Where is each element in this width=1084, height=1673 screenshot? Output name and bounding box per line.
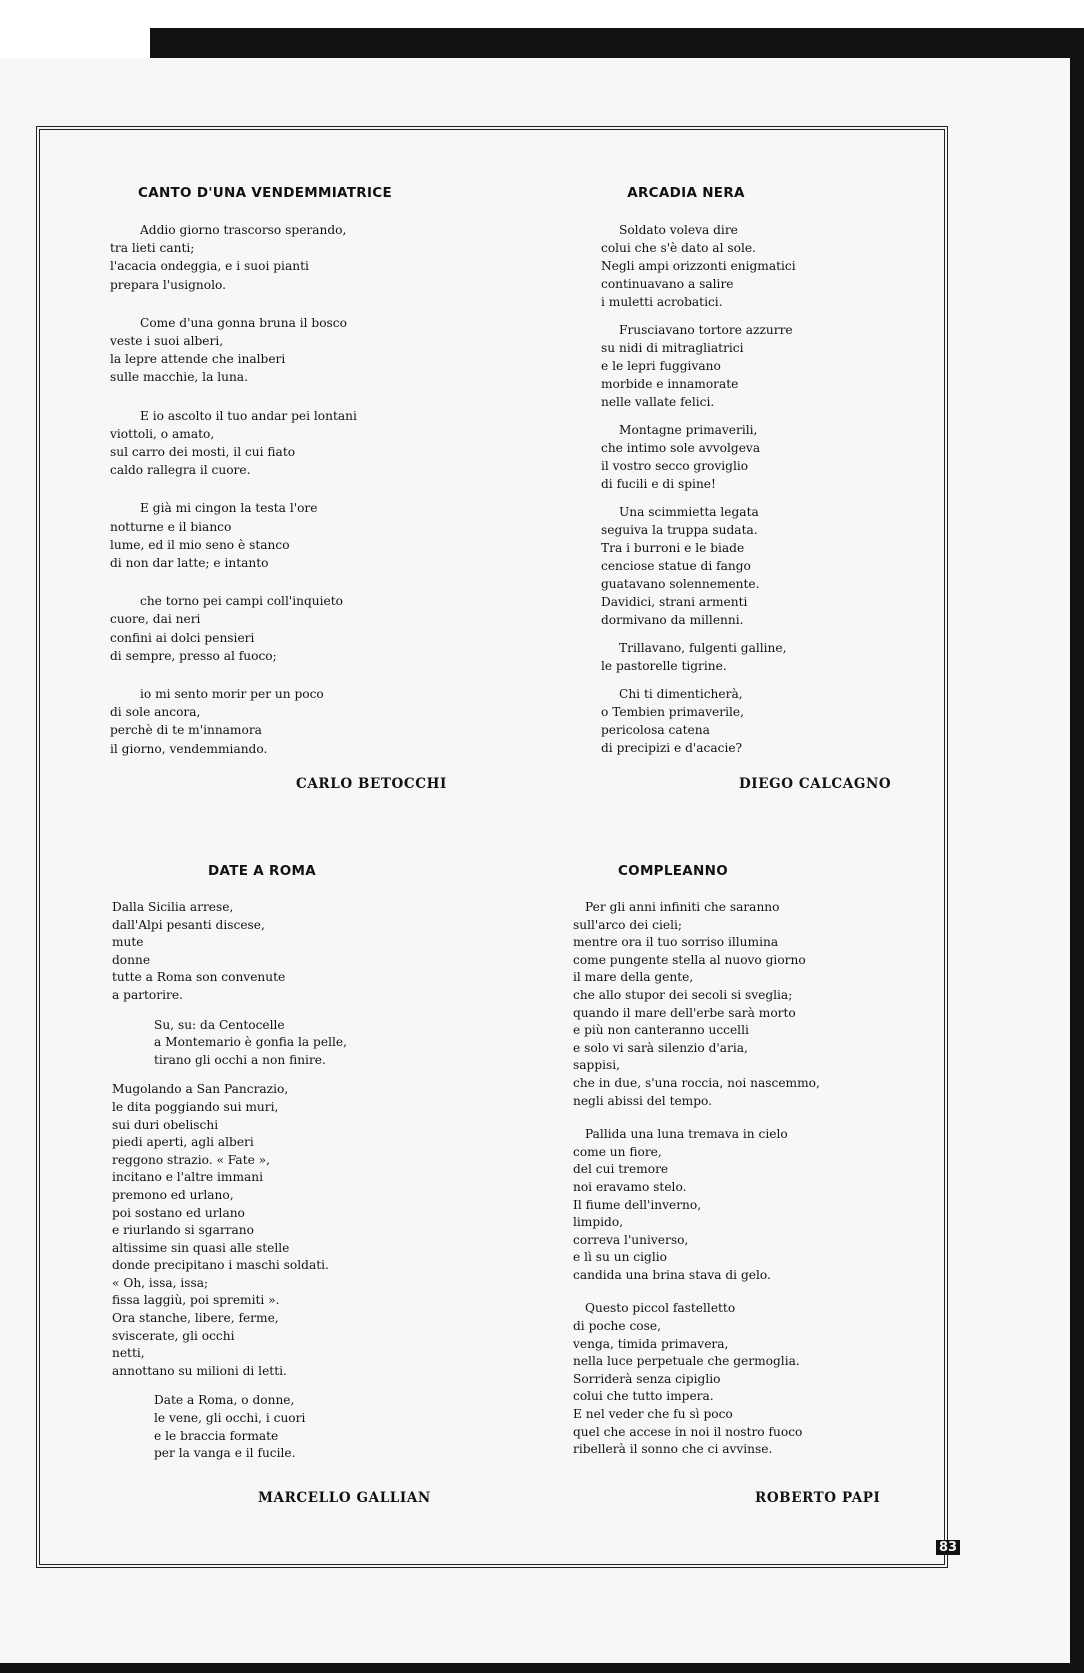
verse-line: lume, ed il mio seno è stanco bbox=[110, 537, 290, 552]
stanza bbox=[110, 314, 440, 387]
stanza bbox=[601, 321, 931, 411]
poem-author: MARCELLO GALLIAN bbox=[258, 1490, 431, 1506]
verse-line: seguiva la truppa sudata. bbox=[601, 523, 758, 537]
stanza bbox=[601, 639, 931, 675]
verse-line: reggono strazio. « Fate », bbox=[112, 1152, 271, 1167]
verse-line: incitano e l'altre immani bbox=[112, 1170, 264, 1185]
verse-line: pericolosa catena bbox=[601, 723, 710, 737]
poem-title: ARCADIA NERA bbox=[627, 185, 745, 201]
stanza bbox=[112, 1081, 452, 1380]
verse-line: di precipizi e d'acacie? bbox=[601, 741, 743, 755]
stanza bbox=[112, 899, 452, 1005]
verse-line: sviscerate, gli occhi bbox=[112, 1328, 235, 1343]
verse-line: viottoli, o amato, bbox=[110, 426, 215, 441]
verse-line: Su, su: da Centocelle bbox=[154, 1017, 285, 1032]
verse-line: le dita poggiando sui muri, bbox=[112, 1099, 279, 1114]
page-number: 83 bbox=[936, 1540, 960, 1555]
verse-line: candida una brina stava di gelo. bbox=[573, 1267, 771, 1282]
verse-line: piedi aperti, agli alberi bbox=[112, 1135, 254, 1150]
poem-author: DIEGO CALCAGNO bbox=[739, 776, 892, 792]
verse-line: e solo vi sarà silenzio d'aria, bbox=[573, 1040, 748, 1055]
poem-author: ROBERTO PAPI bbox=[755, 1490, 881, 1506]
scan-top-margin bbox=[0, 0, 1084, 30]
verse-line: Davidici, strani armenti bbox=[601, 595, 748, 609]
stanza bbox=[110, 592, 440, 665]
verse-line: Una scimmietta legata bbox=[619, 505, 759, 519]
verse-line: continuavano a salire bbox=[601, 277, 734, 291]
verse-line: su nidi di mitragliatrici bbox=[601, 341, 744, 355]
scan-bottom-edge bbox=[0, 1663, 1084, 1673]
verse-line: noi eravamo stelo. bbox=[573, 1179, 687, 1194]
poem bbox=[573, 863, 923, 1459]
verse-line: io mi sento morir per un poco bbox=[140, 687, 324, 702]
verse-line: veste i suoi alberi, bbox=[110, 334, 224, 349]
verse-line: mentre ora il tuo sorriso illumina bbox=[573, 935, 779, 950]
verse-line: quando il mare dell'erbe sarà morto bbox=[573, 1005, 796, 1020]
verse-line: e le lepri fuggivano bbox=[601, 359, 721, 373]
verse-line: annottano su milioni di letti. bbox=[112, 1363, 287, 1378]
verse-line: di poche cose, bbox=[573, 1319, 661, 1334]
stanza bbox=[601, 421, 931, 493]
verse-line: che intimo sole avvolgeva bbox=[601, 441, 761, 455]
verse-line: limpido, bbox=[573, 1215, 624, 1230]
poem-title: DATE A ROMA bbox=[208, 863, 316, 879]
verse-line: morbide e innamorate bbox=[601, 377, 739, 391]
verse-line: dall'Alpi pesanti discese, bbox=[112, 917, 265, 932]
verse-line: del cui tremore bbox=[573, 1162, 669, 1177]
verse-line: confini ai dolci pensieri bbox=[110, 630, 255, 645]
verse-line: che torno pei campi coll'inquieto bbox=[140, 594, 343, 609]
verse-line: quel che accese in noi il nostro fuoco bbox=[573, 1424, 803, 1439]
verse-line: ribellerà il sonno che ci avvinse. bbox=[573, 1442, 773, 1457]
verse-line: Addio giorno trascorso sperando, bbox=[140, 223, 347, 237]
verse-line: e più non canteranno uccelli bbox=[573, 1023, 749, 1038]
verse-line: o Tembien primaverile, bbox=[601, 705, 744, 719]
verse-line: sul carro dei mosti, il cui fiato bbox=[110, 445, 296, 460]
verse-line: Dalla Sicilia arrese, bbox=[112, 900, 234, 914]
verse-line: perchè di te m'innamora bbox=[110, 723, 262, 738]
stanza bbox=[110, 221, 440, 294]
verse-line: guatavano solennemente. bbox=[601, 577, 760, 591]
verse-line: « Oh, issa, issa; bbox=[112, 1275, 209, 1290]
verse-line: caldo rallegra il cuore. bbox=[110, 463, 251, 478]
verse-line: Montagne primaverili, bbox=[619, 423, 758, 437]
verse-line: e riurlando si sgarrano bbox=[112, 1223, 254, 1238]
verse-line: nella luce perpetuale che germoglia. bbox=[573, 1354, 800, 1369]
verse-line: come pungente stella al nuovo giorno bbox=[573, 952, 806, 967]
poem bbox=[112, 863, 452, 1463]
verse-line: di sole ancora, bbox=[110, 705, 201, 720]
verse-line: Tra i burroni e le biade bbox=[601, 541, 745, 555]
verse-line: Pallida una luna tremava in cielo bbox=[585, 1127, 788, 1142]
verse-line: a partorire. bbox=[112, 987, 183, 1002]
verse-line: sappisi, bbox=[573, 1058, 621, 1073]
verse-line: donde precipitano i maschi soldati. bbox=[112, 1258, 329, 1273]
verse-line: premono ed urlano, bbox=[112, 1187, 234, 1202]
verse-line: donne bbox=[112, 952, 151, 967]
verse-line: sull'arco dei cieli; bbox=[573, 917, 683, 932]
poem-body bbox=[112, 899, 452, 1463]
verse-line: a Montemario è gonfia la pelle, bbox=[154, 1035, 347, 1050]
verse-line: Come d'una gonna bruna il bosco bbox=[140, 315, 347, 330]
verse-line: colui che s'è dato al sole. bbox=[601, 241, 756, 255]
stanza bbox=[110, 407, 440, 480]
verse-line: le vene, gli occhi, i cuori bbox=[154, 1411, 306, 1426]
verse-line: le pastorelle tigrine. bbox=[601, 659, 727, 673]
stanza bbox=[573, 899, 923, 1110]
verse-line: Negli ampi orizzonti enigmatici bbox=[601, 259, 796, 273]
verse-line: notturne e il bianco bbox=[110, 519, 232, 534]
verse-line: Frusciavano tortore azzurre bbox=[619, 323, 793, 337]
stanza bbox=[573, 1126, 923, 1284]
verse-line: correva l'universo, bbox=[573, 1232, 689, 1247]
stanza bbox=[110, 499, 440, 572]
verse-line: l'acacia ondeggia, e i suoi pianti bbox=[110, 259, 309, 274]
poem-author: CARLO BETOCCHI bbox=[296, 776, 447, 792]
verse-line: di sempre, presso al fuoco; bbox=[110, 648, 277, 663]
stanza bbox=[601, 685, 931, 757]
verse-line: nelle vallate felici. bbox=[601, 395, 715, 409]
poem bbox=[601, 185, 931, 757]
verse-line: Per gli anni infiniti che saranno bbox=[585, 900, 780, 914]
verse-line: Sorriderà senza cipiglio bbox=[573, 1371, 721, 1386]
verse-line: altissime sin quasi alle stelle bbox=[112, 1240, 290, 1255]
verse-line: il giorno, vendemmiando. bbox=[110, 741, 268, 756]
verse-line: la lepre attende che inalberi bbox=[110, 352, 286, 367]
verse-line: Mugolando a San Pancrazio, bbox=[112, 1082, 289, 1097]
verse-line: E io ascolto il tuo andar pei lontani bbox=[140, 408, 357, 423]
verse-line: sui duri obelischi bbox=[112, 1117, 219, 1132]
poem-body bbox=[601, 221, 931, 757]
verse-line: tra lieti canti; bbox=[110, 241, 195, 256]
poem-title: COMPLEANNO bbox=[617, 863, 729, 879]
verse-line: tutte a Roma son convenute bbox=[112, 970, 286, 985]
verse-line: di non dar latte; e intanto bbox=[110, 556, 269, 571]
stanza bbox=[601, 221, 931, 311]
verse-line: poi sostano ed urlano bbox=[112, 1205, 245, 1220]
verse-line: e lì su un ciglio bbox=[573, 1250, 667, 1265]
verse-line: di fucili e di spine! bbox=[601, 477, 716, 491]
scan-right-edge bbox=[1070, 28, 1084, 1673]
verse-line: dormivano da millenni. bbox=[601, 613, 744, 627]
verse-line: mute bbox=[112, 935, 144, 950]
verse-line: come un fiore, bbox=[573, 1144, 662, 1159]
verse-line: per la vanga e il fucile. bbox=[154, 1446, 296, 1461]
poem bbox=[110, 185, 440, 758]
verse-line: E nel veder che fu sì poco bbox=[573, 1407, 733, 1422]
stanza bbox=[573, 1300, 923, 1458]
stanza bbox=[601, 503, 931, 629]
poem-body bbox=[110, 221, 440, 758]
verse-line: il mare della gente, bbox=[573, 970, 694, 985]
verse-line: colui che tutto impera. bbox=[573, 1389, 714, 1404]
stanza bbox=[112, 1392, 452, 1462]
verse-line: Date a Roma, o donne, bbox=[154, 1393, 295, 1408]
verse-line: che in due, s'una roccia, noi nascemmo, bbox=[573, 1075, 820, 1090]
verse-line: netti, bbox=[112, 1346, 145, 1361]
stanza bbox=[110, 685, 440, 758]
poem-body bbox=[573, 899, 923, 1459]
verse-line: tirano gli occhi a non finire. bbox=[154, 1052, 326, 1067]
verse-line: venga, timida primavera, bbox=[573, 1336, 729, 1351]
verse-line: E già mi cingon la testa l'ore bbox=[140, 501, 318, 516]
verse-line: Ora stanche, libere, ferme, bbox=[112, 1311, 279, 1326]
verse-line: negli abissi del tempo. bbox=[573, 1093, 713, 1108]
verse-line: e le braccia formate bbox=[154, 1428, 279, 1443]
verse-line: Chi ti dimenticherà, bbox=[619, 687, 743, 701]
verse-line: il vostro secco groviglio bbox=[601, 459, 749, 473]
verse-line: Questo piccol fastelletto bbox=[585, 1301, 736, 1316]
verse-line: cuore, dai neri bbox=[110, 612, 201, 627]
stanza bbox=[112, 1017, 452, 1070]
verse-line: che allo stupor dei secoli si sveglia; bbox=[573, 987, 793, 1002]
scan-dark-edge bbox=[150, 28, 1084, 58]
verse-line: sulle macchie, la luna. bbox=[110, 370, 248, 385]
verse-line: cenciose statue di fango bbox=[601, 559, 751, 573]
verse-line: Il fiume dell'inverno, bbox=[573, 1197, 702, 1212]
verse-line: fissa laggiù, poi spremiti ». bbox=[112, 1293, 280, 1308]
verse-line: Trillavano, fulgenti galline, bbox=[619, 641, 787, 655]
poem-title: CANTO D'UNA VENDEMMIATRICE bbox=[137, 185, 393, 201]
verse-line: prepara l'usignolo. bbox=[110, 277, 227, 292]
verse-line: i muletti acrobatici. bbox=[601, 295, 723, 309]
verse-line: Soldato voleva dire bbox=[619, 223, 738, 237]
